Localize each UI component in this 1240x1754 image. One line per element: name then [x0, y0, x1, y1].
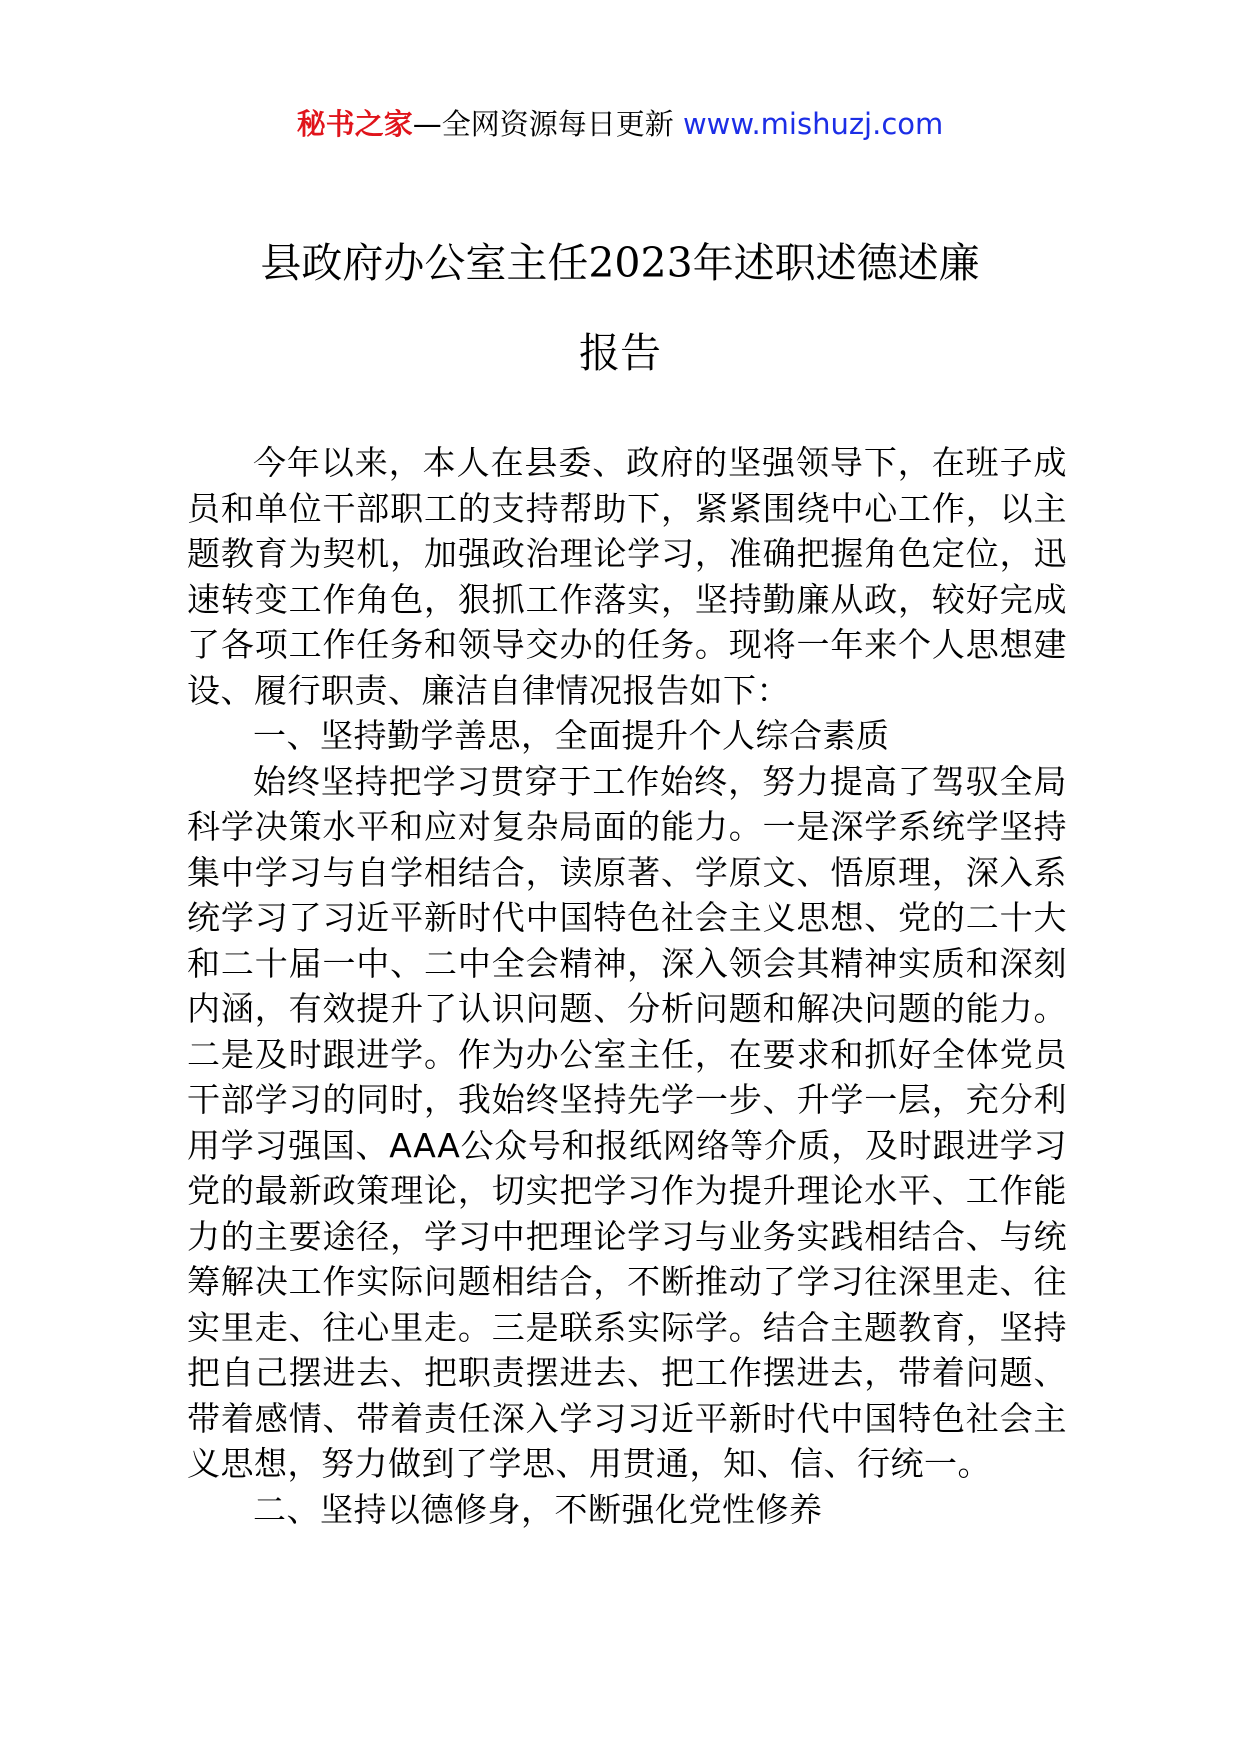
document-body: [187, 440, 1067, 1532]
site-header: [0, 100, 1240, 148]
document-title-line-1: 县政府办公室主任2023年述职述德述廉: [260, 239, 980, 287]
brand-name: 秘书之家: [296, 107, 413, 141]
section-heading-1: 一、坚持勤学善思，全面提升个人综合素质: [253, 716, 890, 755]
intro-paragraph: 今年以来，本人在县委、政府的坚强领导下，在班子成员和单位干部职工的支持帮助下，紧紧围绕中心工作，以主题教育为契机，加强政治理论学习，准确把握角色定位，迅速转变工作角色，狠抓工作落实，坚持勤廉从政，较好完成了各项工作任务和领导交办的任务。现将一年来个人思想建设、履行职责、廉洁自律情况报告如下：: [187, 443, 1067, 710]
header-slogan: —全网资源每日更新: [412, 107, 674, 141]
document-title-line-2: 报告: [579, 329, 661, 377]
site-url-link[interactable]: www.mishuzj.com: [682, 107, 944, 141]
section-1-paragraph: 始终坚持把学习贯穿于工作始终，努力提高了驾驭全局科学决策水平和应对复杂局面的能力。一是深学系统学坚持集中学习与自学相结合，读原著、学原文、悟原理，深入系统学习了习近平新时代中国特色社会主义思想、党的二十大和二十届一中、二中全会精神，深入领会其精神实质和深刻内涵，有效提升了认识问题、分析问题和解决问题的能力。二是及时跟进学。作为办公室主任，在要求和抓好全体党员干部学习的同时，我始终坚持先学一步、升学一层，充分利用学习强国、AAA公众号和报纸网络等介质，及时跟进学习党的最新政策理论，切实把学习作为提升理论水平、工作能力的主要途径，学习中把理论学习与业务实践相结合、与统筹解决工作实际问题相结合，不断推动了学习往深里走、往实里走、往心里走。三是联系实际学。结合主题教育，坚持把自己摆进去、把职责摆进去、把工作摆进去，带着问题、带着感情、带着责任深入学习习近平新时代中国特色社会主义思想，努力做到了学思、用贯通，知、信、行统一。: [187, 761, 1067, 1483]
section-heading-2: 二、坚持以德修身，不断强化党性修养: [253, 1489, 823, 1529]
